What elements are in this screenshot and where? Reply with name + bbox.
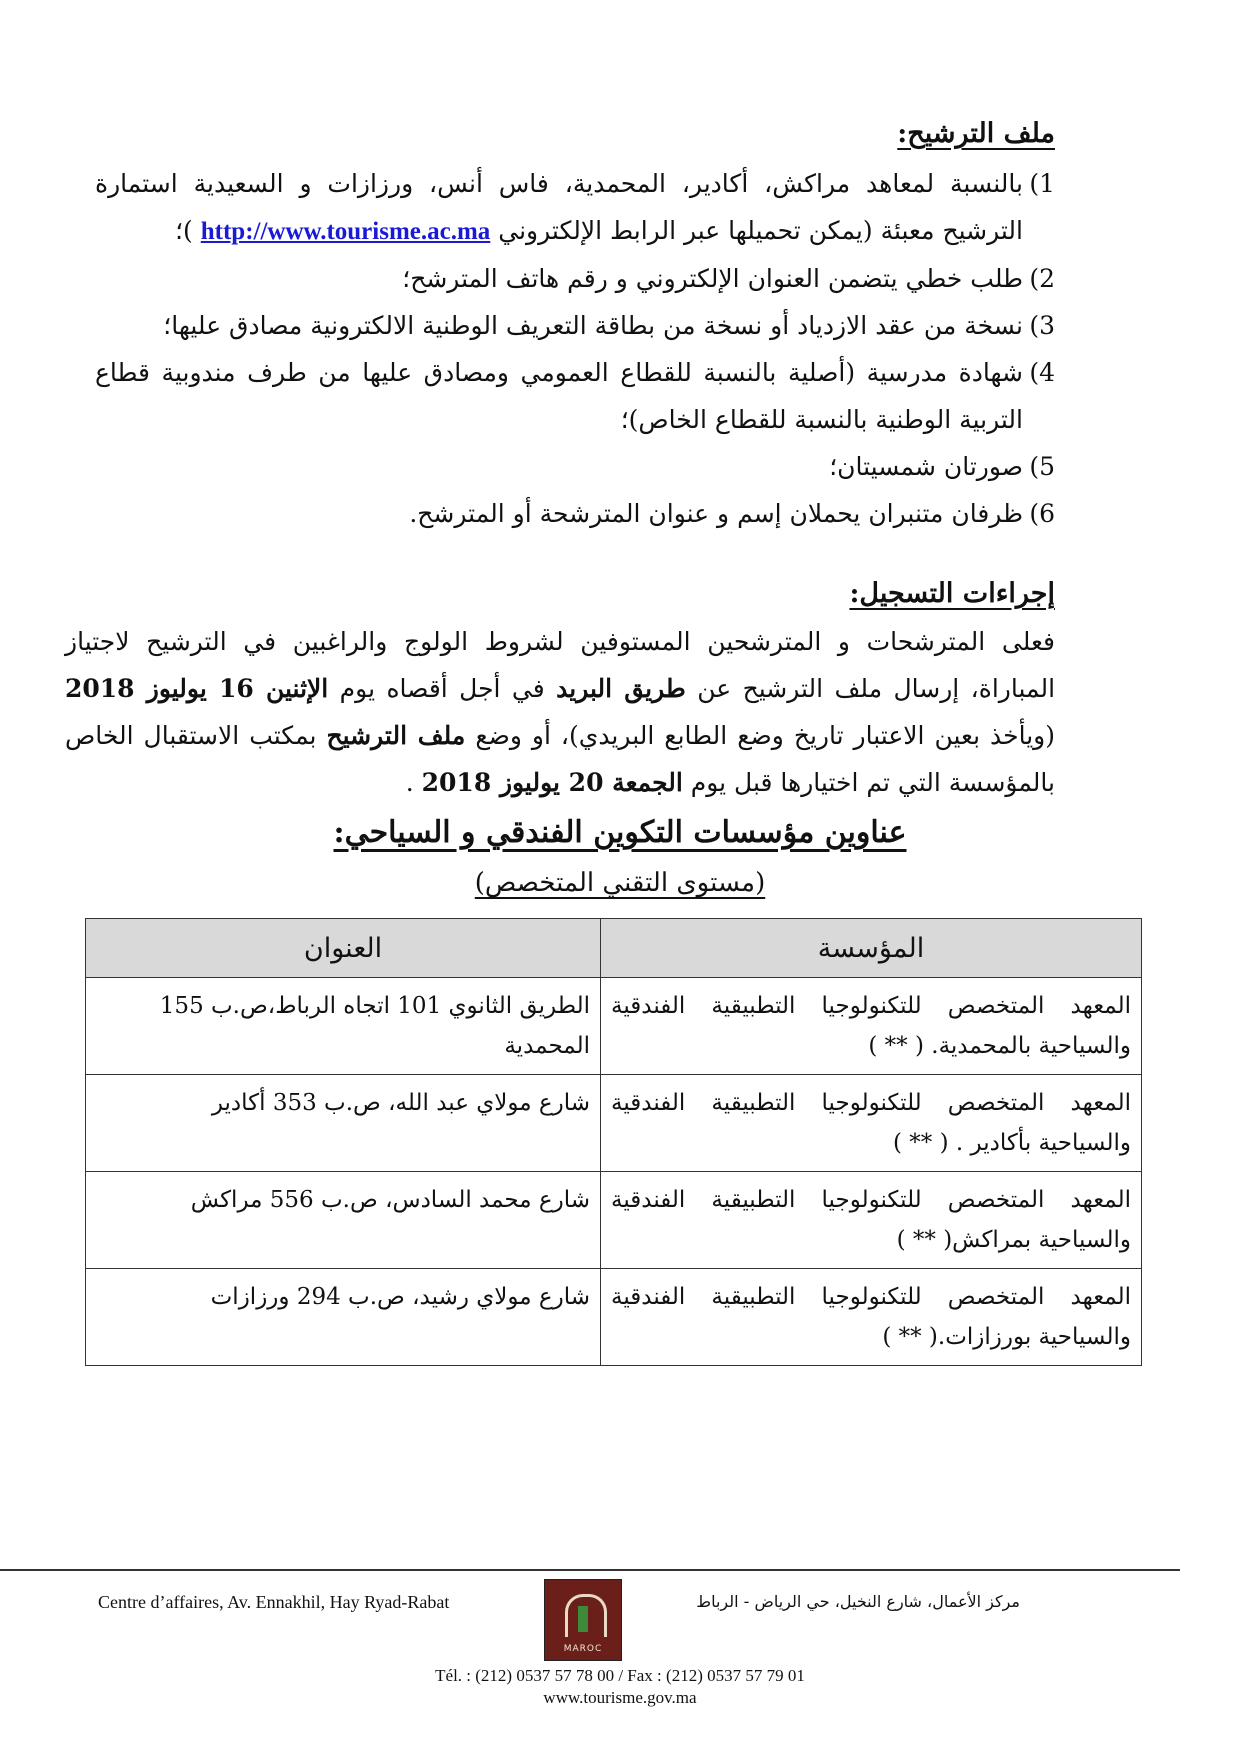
reg-bold-2: الإثنين 16 يوليوز 2018 [65,674,329,703]
footer-phone-fax: Tél. : (212) 0537 57 78 00 / Fax : (212) 0537 57 79 01 [435,1666,805,1685]
footer-address-ar: مركز الأعمال، شارع النخيل، حي الرياض - الرباط [696,1592,1020,1611]
item-text: نسخة من عقد الازدياد أو نسخة من بطاقة التعريف الوطنية الالكترونية مصادق عليها؛ [163,311,1023,340]
item-text: شهادة مدرسية (أصلية بالنسبة للقطاع العمومي ومصادق عليها من طرف مندوبية قطاع التربية الوطنية بالنسبة للقطاع الخاص)؛ [95,358,1023,434]
address-cell: شارع مولاي عبد الله، ص.ب 353 أكادير [86,1075,601,1172]
list-item [95,349,1055,443]
item-text-end: )؛ [175,216,201,245]
item-text: صورتان شمسيتان؛ [829,452,1023,481]
item-number: 5) [1029,452,1055,481]
table-row [86,1269,1142,1366]
reg-bold-1: طريق البريد [556,674,686,703]
list-item [95,490,1055,537]
item-text: طلب خطي يتضمن العنوان الإلكتروني و رقم هاتف المترشح؛ [402,264,1023,293]
reg-text-1: فعلى المترشحات و المترشحين المستوفين لشروط الولوج والراغبين في الترشيح لاجتياز المباراة، إرسال ملف الترشيح عن [65,627,1056,703]
col-address-header: العنوان [86,919,601,978]
list-item [95,160,1055,255]
col-institution-header: المؤسسة [601,919,1142,978]
footer-divider [0,1569,1180,1571]
footer-address-fr: Centre d’affaires, Av. Ennakhil, Hay Ryad-Rabat [98,1592,450,1612]
item-number: 1) [1029,169,1055,198]
registration-paragraph [65,618,1055,806]
address-cell: شارع محمد السادس، ص.ب 556 مراكش [86,1172,601,1269]
list-item [95,302,1055,349]
table-header-row [86,919,1142,978]
dossier-title: ملف الترشيح: [897,118,1055,149]
addresses-heading: عناوين مؤسسات التكوين الفندقي و السياحي: [333,815,907,850]
institution-cell: المعهد المتخصص للتكنولوجيا التطبيقية الفندقية والسياحية بمراكش( ** ) [601,1172,1142,1269]
item-number: 6) [1029,499,1055,528]
table-row [86,978,1142,1075]
list-item [95,443,1055,490]
maroc-logo-icon [544,1579,622,1661]
addresses-subheading: (مستوى التقني المتخصص) [474,868,766,898]
reg-text-5: . [405,768,422,797]
institutions-table [85,918,1142,1366]
institution-cell: المعهد المتخصص للتكنولوجيا التطبيقية الفندقية والسياحية بالمحمدية. ( ** ) [601,978,1142,1075]
reg-bold-4: الجمعة 20 يوليوز 2018 [421,768,683,797]
logo-label: MAROC [563,1644,603,1654]
reg-text-3: (ويأخذ بعين الاعتبار تاريخ وضع الطابع البريدي)، أو وضع [465,721,1056,750]
item-text: بالنسبة لمعاهد مراكش، أكادير، المحمدية، فاس أنس، ورزازات و السعيدية استمارة الترشيح معبئة (يمكن تحميلها عبر الرابط الإلكتروني [95,169,1023,245]
table-row [86,1172,1142,1269]
table-row [86,1075,1142,1172]
registration-title: إجراءات التسجيل: [849,578,1055,609]
item-text: ظرفان متنبران يحملان إسم و عنوان المترشحة أو المترشح. [409,499,1023,528]
logo-palm [578,1606,588,1632]
institution-cell: المعهد المتخصص للتكنولوجيا التطبيقية الفندقية والسياحية بورزازات.( ** ) [601,1269,1142,1366]
item-number: 3) [1029,311,1055,340]
institution-cell: المعهد المتخصص للتكنولوجيا التطبيقية الفندقية والسياحية بأكادير . ( ** ) [601,1075,1142,1172]
address-cell: الطريق الثانوي 101 اتجاه الرباط،ص.ب 155 المحمدية [86,978,601,1075]
list-item [95,255,1055,302]
tourism-link[interactable]: http://www.tourisme.ac.ma [200,218,491,245]
reg-text-4: بمكتب الاستقبال الخاص بالمؤسسة التي تم اختيارها قبل يوم [65,721,1055,797]
item-number: 4) [1029,358,1055,387]
reg-bold-3: ملف الترشيح [326,721,466,750]
item-number: 2) [1029,264,1055,293]
dossier-list [95,160,1055,537]
reg-text-2: في أجل أقصاه يوم [328,674,557,703]
footer-website: www.tourisme.gov.ma [543,1688,697,1707]
address-cell: شارع مولاي رشيد، ص.ب 294 ورزازات [86,1269,601,1366]
